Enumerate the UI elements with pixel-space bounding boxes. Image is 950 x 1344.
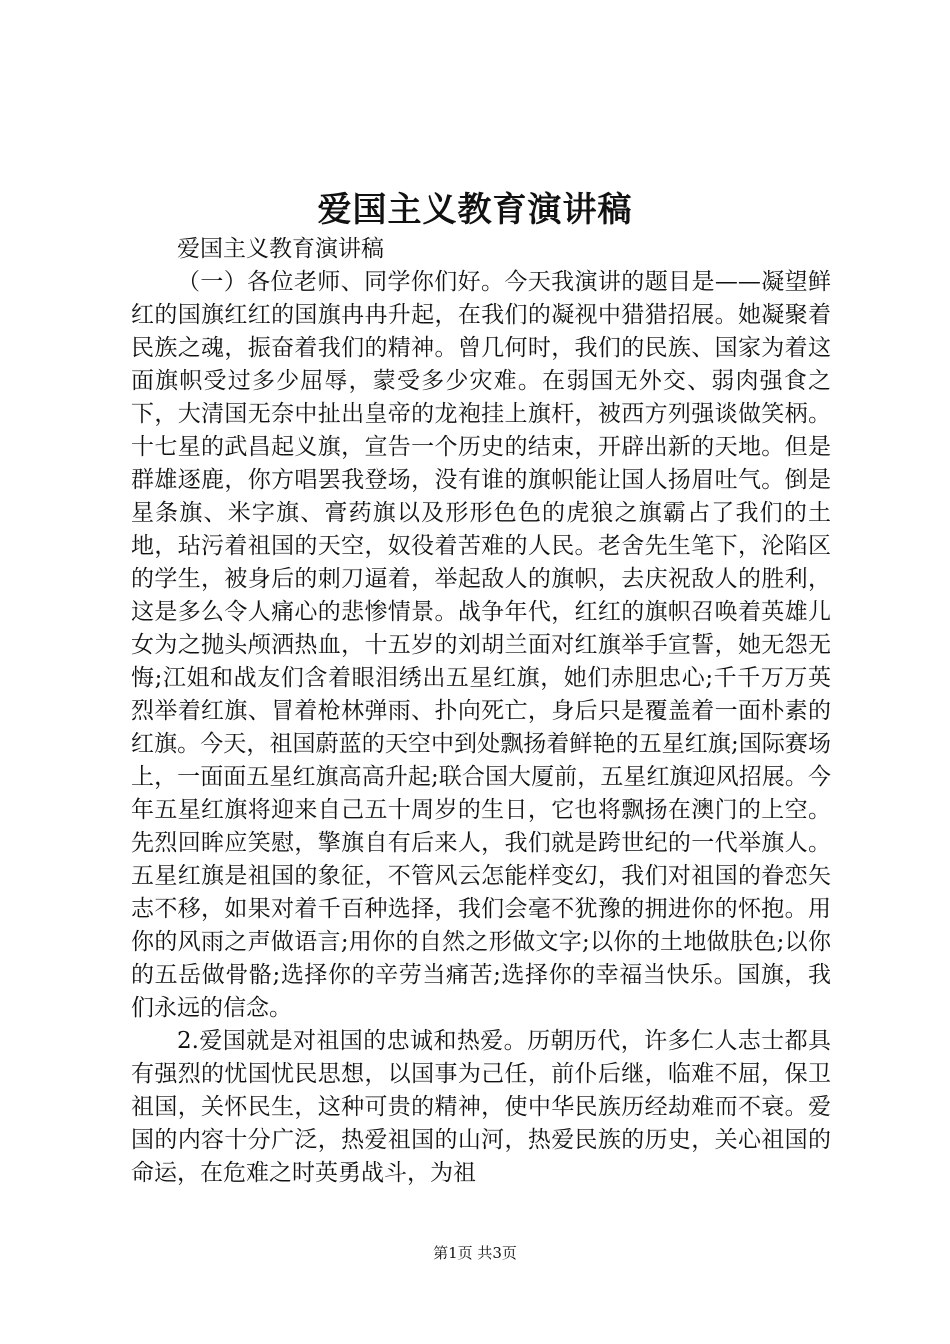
document-title: 爱国主义教育演讲稿 — [317, 190, 633, 230]
paragraph: 爱国主义教育演讲稿 — [177, 236, 384, 262]
paragraph: （一）各位老师、同学你们好。今天我演讲的题目是——凝望鲜红的国旗红红的国旗冉冉升起，在我们的凝视中猎猎招展。她凝聚着民族之魂，振奋着我们的精神。曾几何时，我们的民族、国家为着这面旗帜受过多少屈辱，蒙受多少灾难。在弱国无外交、弱肉强食之下，大清国无奈中扯出皇帝的龙袍挂上旗杆，被西方列强谈做笑柄。十七星的武昌起义旗，宣告一个历史的结束，开辟出新的天地。但是群雄逐鹿，你方唱罢我登场，没有谁的旗帜能让国人扬眉吐气。倒是星条旗、米字旗、膏药旗以及形形色色的虎狼之旗霸占了我们的土地，玷污着祖国的天空，奴役着苦难的人民。老舍先生笔下，沦陷区的学生，被身后的刺刀逼着，举起敌人的旗帜，去庆祝敌人的胜利，这是多么令人痛心的悲惨情景。战争年代，红红的旗帜召唤着英雄儿女为之抛头颅洒热血，十五岁的刘胡兰面对红旗举手宣誓，她无怨无悔;江姐和战友们含着眼泪绣出五星红旗，她们赤胆忠心;千千万万英烈举着红旗、冒着枪林弹雨、扑向死亡，身后只是覆盖着一面朴素的红旗。今天，祖国蔚蓝的天空中到处飘扬着鲜艳的五星红旗;国际赛场上，一面面五星红旗高高升起;联合国大厦前，五星红旗迎风招展。今年五星红旗将迎来自己五十周岁的生日，它也将飘扬在澳门的上空。先烈回眸应笑慰，擎旗自有后来人，我们就是跨世纪的一代举旗人。五星红旗是祖国的象征，不管风云怎能样变幻，我们对祖国的眷恋矢志不移，如果对着千百种选择，我们会毫不犹豫的拥进你的怀抱。用你的风雨之声做语言;用你的自然之形做文字;以你的土地做肤色;以你的五岳做骨骼;选择你的辛劳当痛苦;选择你的幸福当快乐。国旗，我们永远的信念。 — [131, 269, 831, 1021]
document-body — [131, 233, 831, 1190]
page-footer: 第1页 共3页 — [433, 1244, 517, 1262]
paragraph: 2.爱国就是对祖国的忠诚和热爱。历朝历代，许多仁人志士都具有强烈的忧国忧民思想，以国事为己任，前仆后继，临难不屈，保卫祖国，关怀民生，这种可贵的精神，使中华民族历经劫难而不衰。爱国的内容十分广泛，热爱祖国的山河，热爱民族的历史，关心祖国的命运，在危难之时英勇战斗，为祖 — [131, 1028, 831, 1186]
